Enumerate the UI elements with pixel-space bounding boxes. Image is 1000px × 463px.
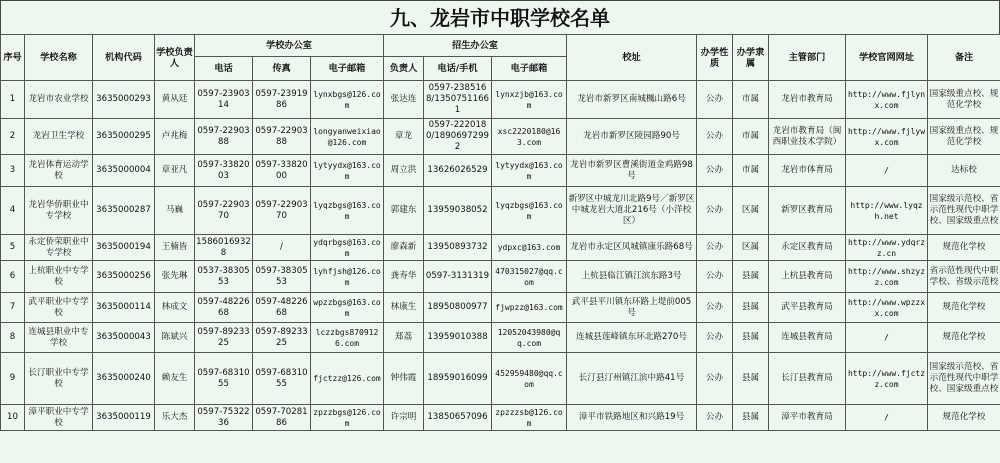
cell-department: 永定区教育局 [769, 235, 846, 261]
cell-fax: 0597-2391986 [253, 81, 311, 119]
cell-website: http://www.shzyzz.com [846, 261, 928, 293]
cell-enroll-person: 郭建东 [384, 187, 424, 235]
cell-address: 连城县莲峰镇东环北路270号 [567, 323, 697, 353]
cell-enroll-phone: 0597-2385168/13507511661 [424, 81, 492, 119]
cell-website: / [846, 405, 928, 431]
cell-address: 漳平市铁路地区和兴路19号 [567, 405, 697, 431]
cell-school-name: 长汀职业中专学校 [25, 353, 93, 405]
cell-principal: 黄从廷 [155, 81, 195, 119]
table-row [1, 155, 1000, 187]
cell-website: http://www.fjlynx.com [846, 81, 928, 119]
table-row [1, 187, 1000, 235]
cell-website: http://www.lyqzh.net [846, 187, 928, 235]
cell-phone: 0597-6831055 [195, 353, 253, 405]
cell-affiliation: 县属 [733, 261, 769, 293]
cell-enroll-phone: 18959016099 [424, 353, 492, 405]
cell-phone: 0537-3830553 [195, 261, 253, 293]
cell-affiliation: 市属 [733, 119, 769, 155]
cell-seq: 7 [1, 293, 25, 323]
cell-email: lytyydx@163.com [311, 155, 384, 187]
cell-seq: 2 [1, 119, 25, 155]
header-fax: 传真 [253, 57, 311, 81]
header-school-name: 学校名称 [25, 35, 93, 81]
cell-seq: 4 [1, 187, 25, 235]
cell-seq: 6 [1, 261, 25, 293]
cell-enroll-email: lytyydx@163.com [492, 155, 567, 187]
table-row [1, 293, 1000, 323]
cell-email: longyanweixiao@126.com [311, 119, 384, 155]
cell-seq: 3 [1, 155, 25, 187]
cell-phone: 0597-7532236 [195, 405, 253, 431]
cell-department: 漳平市教育局 [769, 405, 846, 431]
cell-enroll-email: fjwpzz@163.com [492, 293, 567, 323]
table-row [1, 261, 1000, 293]
table-row [1, 119, 1000, 155]
cell-enroll-email: ydpxc@163.com [492, 235, 567, 261]
cell-enroll-person: 周立洪 [384, 155, 424, 187]
cell-seq: 1 [1, 81, 25, 119]
cell-remark: 省示范性现代中职学校、省级示范校 [928, 261, 1000, 293]
cell-remark: 规范化学校 [928, 323, 1000, 353]
cell-principal: 张先琳 [155, 261, 195, 293]
cell-affiliation: 区属 [733, 235, 769, 261]
table-row [1, 353, 1000, 405]
cell-school-name: 连城县职业中专学校 [25, 323, 93, 353]
cell-org-code: 3635000287 [93, 187, 155, 235]
cell-remark: 国家级重点校、规范化学校 [928, 81, 1000, 119]
cell-enroll-phone: 13959038052 [424, 187, 492, 235]
header-office-group: 学校办公室 [195, 35, 384, 57]
cell-enroll-email: lyqzbgs@163.com [492, 187, 567, 235]
cell-affiliation: 市属 [733, 155, 769, 187]
cell-enroll-phone: 0597-3131319 [424, 261, 492, 293]
cell-email: lyhfjsh@126.com [311, 261, 384, 293]
cell-department: 长汀县教育局 [769, 353, 846, 405]
cell-enroll-person: 林康生 [384, 293, 424, 323]
table-row [1, 405, 1000, 431]
school-table [0, 34, 1000, 431]
cell-principal: 马巍 [155, 187, 195, 235]
cell-enroll-email: zpzzzsb@126.com [492, 405, 567, 431]
table-row [1, 235, 1000, 261]
cell-fax: 0597-2290388 [253, 119, 311, 155]
cell-address: 上杭县临江镇江滨东路3号 [567, 261, 697, 293]
cell-department: 龙岩市教育局（闽西职业技术学院） [769, 119, 846, 155]
cell-org-code: 3635000043 [93, 323, 155, 353]
header-affiliation: 办学隶属 [733, 35, 769, 81]
cell-school-name: 龙岩卫生学校 [25, 119, 93, 155]
header-enroll-person: 负责人 [384, 57, 424, 81]
cell-phone: 0597-2390314 [195, 81, 253, 119]
cell-affiliation: 县属 [733, 293, 769, 323]
cell-affiliation: 区属 [733, 187, 769, 235]
cell-department: 新罗区教育局 [769, 187, 846, 235]
cell-principal: 卢兆梅 [155, 119, 195, 155]
cell-address: 龙岩市新罗区陵园路90号 [567, 119, 697, 155]
cell-enroll-email: lynxzjb@163.com [492, 81, 567, 119]
cell-principal: 陈斌兴 [155, 323, 195, 353]
cell-website: http://www.wpzzxx.com [846, 293, 928, 323]
cell-nature: 公办 [697, 353, 733, 405]
cell-affiliation: 县属 [733, 353, 769, 405]
cell-enroll-email: xsc2220180@163.com [492, 119, 567, 155]
cell-phone: 15860169328 [195, 235, 253, 261]
header-website: 学校官网网址 [846, 35, 928, 81]
cell-org-code: 3635000240 [93, 353, 155, 405]
cell-website: / [846, 155, 928, 187]
cell-fax: 0597-6831055 [253, 353, 311, 405]
cell-enroll-phone: 0597-2220180/18906972992 [424, 119, 492, 155]
cell-fax: 0597-7028186 [253, 405, 311, 431]
cell-school-name: 武平职业中专学校 [25, 293, 93, 323]
cell-seq: 8 [1, 323, 25, 353]
cell-fax: 0597-8923325 [253, 323, 311, 353]
cell-enroll-person: 郑荔 [384, 323, 424, 353]
cell-email: wpzzbgs@163.com [311, 293, 384, 323]
cell-enroll-email: 12052043980@qq.com [492, 323, 567, 353]
cell-affiliation: 市属 [733, 81, 769, 119]
cell-school-name: 上杭职业中专学校 [25, 261, 93, 293]
cell-enroll-phone: 13959010388 [424, 323, 492, 353]
cell-affiliation: 县属 [733, 323, 769, 353]
cell-affiliation: 县属 [733, 405, 769, 431]
cell-org-code: 3635000293 [93, 81, 155, 119]
cell-seq: 10 [1, 405, 25, 431]
cell-remark: 国家级示范校、省示范性现代中职学校、国家级重点校 [928, 353, 1000, 405]
cell-fax: / [253, 235, 311, 261]
cell-nature: 公办 [697, 323, 733, 353]
cell-nature: 公办 [697, 261, 733, 293]
cell-org-code: 3635000295 [93, 119, 155, 155]
header-org-code: 机构代码 [93, 35, 155, 81]
cell-email: lczzbgs8709126.com [311, 323, 384, 353]
cell-school-name: 永定侨荣职业中专学校 [25, 235, 93, 261]
cell-phone: 0597-4822668 [195, 293, 253, 323]
cell-enroll-person: 龚寿华 [384, 261, 424, 293]
cell-org-code: 3635000256 [93, 261, 155, 293]
cell-remark: 国家级示范校、省示范性现代中职学校、国家级重点校 [928, 187, 1000, 235]
cell-phone: 0597-2290388 [195, 119, 253, 155]
cell-address: 长汀县汀州镇江滨中路41号 [567, 353, 697, 405]
cell-org-code: 3635000119 [93, 405, 155, 431]
cell-email: fjctzz@126.com [311, 353, 384, 405]
cell-website: http://www.fjlywx.com [846, 119, 928, 155]
header-email: 电子邮箱 [311, 57, 384, 81]
cell-school-name: 漳平职业中专学校 [25, 405, 93, 431]
header-enroll-email: 电子邮箱 [492, 57, 567, 81]
cell-email: lyqzbgs@163.com [311, 187, 384, 235]
header-address: 校址 [567, 35, 697, 81]
cell-address: 龙岩市新罗区南城楓山路6号 [567, 81, 697, 119]
cell-phone: 0597-8923325 [195, 323, 253, 353]
cell-address: 龙岩市新罗区曹溪街道金鸡路98号 [567, 155, 697, 187]
cell-department: 龙岩市体育局 [769, 155, 846, 187]
cell-fax: 0597-3382000 [253, 155, 311, 187]
cell-nature: 公办 [697, 235, 733, 261]
cell-email: zpzzbgs@126.com [311, 405, 384, 431]
cell-department: 武平县教育局 [769, 293, 846, 323]
cell-enroll-person: 许宗明 [384, 405, 424, 431]
cell-enroll-person: 钟伟霞 [384, 353, 424, 405]
cell-enroll-email: 452959480@qq.com [492, 353, 567, 405]
header-seq: 序号 [1, 35, 25, 81]
page-title: 九、龙岩市中职学校名单 [0, 0, 1000, 34]
cell-nature: 公办 [697, 81, 733, 119]
header-department: 主管部门 [769, 35, 846, 81]
cell-department: 连城县教育局 [769, 323, 846, 353]
cell-remark: 规范化学校 [928, 235, 1000, 261]
cell-address: 新罗区中城龙川北路9号／新罗区中城龙岩大道北216号（小洋校区） [567, 187, 697, 235]
cell-email: ydqrbgs@163.com [311, 235, 384, 261]
cell-principal: 王楠皆 [155, 235, 195, 261]
cell-phone: 0597-2290370 [195, 187, 253, 235]
cell-principal: 林成文 [155, 293, 195, 323]
cell-school-name: 龙岩华侨职业中专学校 [25, 187, 93, 235]
cell-enroll-phone: 13850657096 [424, 405, 492, 431]
cell-website: http://www.fjctzz.com [846, 353, 928, 405]
cell-enroll-phone: 18950800977 [424, 293, 492, 323]
cell-school-name: 龙岩市农业学校 [25, 81, 93, 119]
cell-org-code: 3635000194 [93, 235, 155, 261]
cell-fax: 0597-3830553 [253, 261, 311, 293]
cell-seq: 9 [1, 353, 25, 405]
header-principal: 学校负责人 [155, 35, 195, 81]
cell-enroll-email: 470315027@qq.com [492, 261, 567, 293]
cell-org-code: 3635000004 [93, 155, 155, 187]
cell-nature: 公办 [697, 405, 733, 431]
cell-fax: 0597-2290370 [253, 187, 311, 235]
cell-email: lynxbgs@126.com [311, 81, 384, 119]
cell-seq: 5 [1, 235, 25, 261]
cell-remark: 达标校 [928, 155, 1000, 187]
cell-remark: 规范化学校 [928, 405, 1000, 431]
cell-address: 龙岩市永定区凤城镇康乐路68号 [567, 235, 697, 261]
cell-address: 武平县平川镇东环路上堤前005号 [567, 293, 697, 323]
header-enroll-group: 招生办公室 [384, 35, 567, 57]
header-nature: 办学性质 [697, 35, 733, 81]
cell-fax: 0597-4822668 [253, 293, 311, 323]
header-remark: 备注 [928, 35, 1000, 81]
cell-enroll-phone: 13950893732 [424, 235, 492, 261]
cell-remark: 国家级重点校、规范化学校 [928, 119, 1000, 155]
cell-remark: 规范化学校 [928, 293, 1000, 323]
cell-phone: 0597-3382003 [195, 155, 253, 187]
cell-principal: 乐大杰 [155, 405, 195, 431]
cell-enroll-person: 章龙 [384, 119, 424, 155]
table-row [1, 81, 1000, 119]
cell-nature: 公办 [697, 293, 733, 323]
cell-department: 上杭县教育局 [769, 261, 846, 293]
cell-department: 龙岩市教育局 [769, 81, 846, 119]
cell-principal: 章亚凡 [155, 155, 195, 187]
cell-enroll-person: 廖森新 [384, 235, 424, 261]
cell-website: / [846, 323, 928, 353]
cell-nature: 公办 [697, 119, 733, 155]
cell-nature: 公办 [697, 187, 733, 235]
cell-org-code: 3635000114 [93, 293, 155, 323]
cell-enroll-phone: 13626026529 [424, 155, 492, 187]
cell-principal: 赖友生 [155, 353, 195, 405]
table-row [1, 323, 1000, 353]
cell-school-name: 龙岩体育运动学校 [25, 155, 93, 187]
header-enroll-phone: 电话/手机 [424, 57, 492, 81]
cell-nature: 公办 [697, 155, 733, 187]
header-phone: 电话 [195, 57, 253, 81]
cell-enroll-person: 张达连 [384, 81, 424, 119]
cell-website: http://www.ydqrzz.cn [846, 235, 928, 261]
